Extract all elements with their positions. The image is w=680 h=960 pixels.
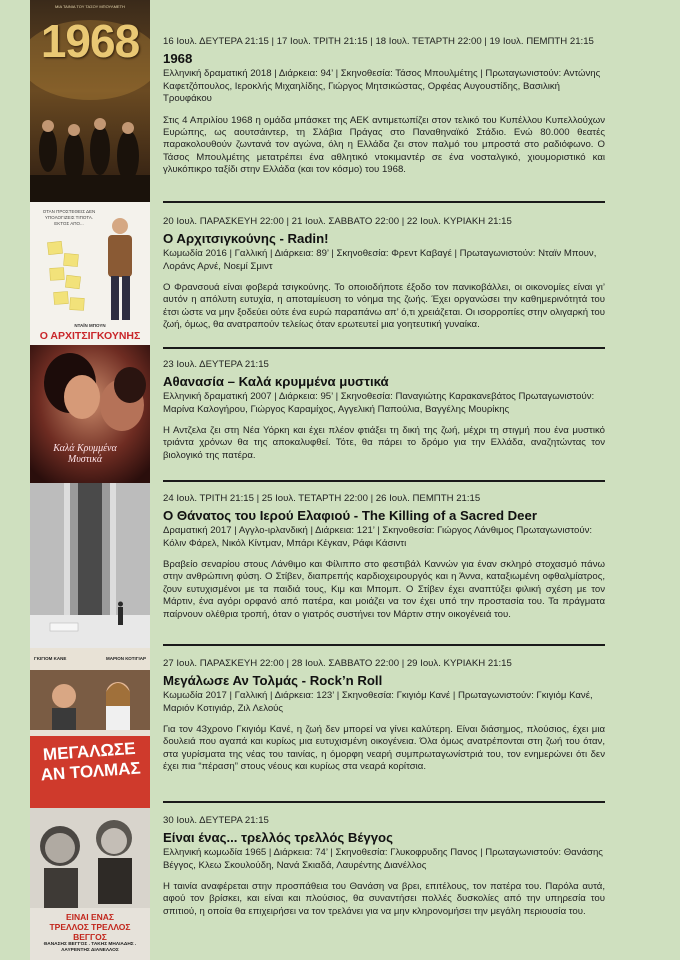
poster-veggos-title: ΕΙΝΑΙ ΕΝΑΣ ΤΡΕΛΛΟΣ ΤΡΕΛΛΟΣ ΒΕΓΓΟΣ xyxy=(49,912,131,942)
poster-radin-tagline: ΟΤΑΝ ΠΡΟΣΤΕΘΕΙΣ ΔΕΝ ΥΠΟΛΟΓΙΖΕΙΣ ΤΙΠΟΤΑ. ΕΚΤΟΣ ΑΠΟ... xyxy=(42,209,96,226)
movie-description: Η ταινία αναφέρεται στην προσπάθεια του Θανάση να βρει, επιτέλους, τον πατέρα του. Παρόλα αυτά, αφού τον βρίσκει, και είναι και πλούσιος, θα συναντήσει πολλές δυσκολίες από την υπηρεσία του σπιτιού, η οποία θα επιχειρήσει να τον τρελάνει για να μην κληρονομήσει την μεγάλη περιουσία του. xyxy=(163,881,605,917)
screening-dates: 23 Ιουλ. ΔΕΥΤΕΡΑ 21:15 xyxy=(163,359,269,370)
movie-title: 1968 xyxy=(163,51,193,66)
movie-meta: Ελληνική δραματική 2018 | Διάρκεια: 94’ | Σκηνοθεσία: Τάσος Μπουλμέτης | Πρωταγωνιστούν: Αντώνης Καφετζόπουλος, Ιεροκλής Μιχαηλίδης, Γιώργος Μητσικώστας, Ορφέας Αυγουστίδης, Βασιλική Τρουφάκου xyxy=(163,68,601,104)
poster-athanasia-title: Καλά Κρυμμένα Μυστικά xyxy=(53,443,117,465)
poster-1968 xyxy=(30,0,150,202)
poster-veggos xyxy=(30,808,150,960)
poster-rock-title: ΜΕΓΑΛΩΣΕ ΑΝ ΤΟΛΜΑΣ xyxy=(40,738,142,785)
poster-rock-n-roll xyxy=(30,648,150,808)
movie-entry-athanasia xyxy=(0,345,680,483)
movie-description: Η Αντζελα ζει στη Νέα Υόρκη και έχει πλέον φτιάξει τη δική της ζωή, μέχρι τη στιγμή που ένα μυστικό τριάντα χρόνων θα της αποκαλυφθεί. Τότε, θα πάρει το δρόμο για την Ελλάδα, αναζητώντας τον βιολογικό της πατέρα. xyxy=(163,425,605,461)
movie-meta: Κωμωδία 2017 | Γαλλική | Διάρκεια: 123’ | Σκηνοθεσία: Γκιγιόμ Κανέ | Πρωταγωνιστούν: Γκιγιόμ Κανέ, Μαριόν Κοτιγιάρ, Ζιλ Λελούς xyxy=(163,690,593,714)
poster-sacred-deer-art xyxy=(30,483,150,648)
screening-dates: 24 Ιουλ. ΤΡΙΤΗ 21:15 | 25 Ιουλ. ΤΕΤΑΡΤΗ 22:00 | 26 Ιουλ. ΠΕΜΠΤΗ 21:15 xyxy=(163,493,481,504)
movie-description: Βραβείο σεναρίου στους Λάνθιμο και Φίλιππο στο φεστιβάλ Καννών για έναν σκληρό στοχασμό πάνω στην ανθρώπινη φύση. Ο Στίβεν, διαπρεπής καρδιοχειρουργός και η Άννα, καταξιωμένη οφθαλμίατρος, ζουν ευτυχισμένοι με τα παιδιά τους, Κιμ και Μπομπ. Ο Στίβεν έχει αναπτύξει φιλική σχέση με τον Μάρτιν, ένα αγόρι ορφανό από πατέρα, και μοιάζει να τον έχει υπό την προστασία του. Τα πράγματα παίρνουν ολέθρια τροπή, όταν ο γιατρός συστήνει τον Μάρτιν στην οικογένειά του. xyxy=(163,559,605,620)
movie-meta: Δραματική 2017 | Αγγλο-ιρλανδική | Διάρκεια: 121’ | Σκηνοθεσία: Γιώργος Λάνθιμος Πρωταγωνιστούν: Κόλιν Φάρελ, Νικόλ Κίντμαν, Μπάρι Κέγκαν, Ράφι Κάσιντι xyxy=(163,525,593,549)
movie-entry-veggos xyxy=(0,808,680,960)
movie-entry-1968 xyxy=(0,0,680,202)
poster-sacred-deer xyxy=(30,483,150,648)
screening-dates: 27 Ιουλ. ΠΑΡΑΣΚΕΥΗ 22:00 | 28 Ιουλ. ΣΑΒΒΑΤΟ 22:00 | 29 Ιουλ. ΚΥΡΙΑΚΗ 21:15 xyxy=(163,658,512,669)
poster-veggos-credits: ΘΑΝΑΣΗΣ ΒΕΓΓΟΣ . ΤΑΚΗΣ ΜΗΛΙΑΔΗΣ . ΛΑΥΡΕΝΤΗΣ ΔΙΑΝΕΛΛΟΣ xyxy=(43,942,137,953)
poster-rock-left-name: ΓΚΙΓΙΟΜ ΚΑΝΕ xyxy=(34,656,67,661)
movie-title: Αθανασία – Καλά κρυμμένα μυστικά xyxy=(163,374,389,389)
poster-athanasia xyxy=(30,345,150,483)
movie-description: Ο Φρανσουά είναι φοβερά τσιγκούνης. Το οποιοδήποτε έξοδο τον πανικοβάλλει, οι οικονομίες είναι γι’ αυτόν η απόλυτη ευτυχία, η αποταμίευση το νόημα της ζωής. Έχει οργανώσει την καθημερινότητά του έτσι ώστε να μην ξοδεύει ούτε ένα ευρώ παραπάνω απ’ ό,τι χρειάζεται. Οι ισορροπίες στην ολιγαρκή του ζωή, όμως, θα ανατραπούν τελείως όταν ερωτευτεί μια γοητευτική γυναίκα. xyxy=(163,282,605,331)
movie-title: Είναι ένας... τρελλός τρελλός Βέγγος xyxy=(163,830,393,845)
poster-radin xyxy=(30,202,150,345)
poster-radin-actor: ΝΤΑΪΝ ΜΠΟΥΝ xyxy=(74,323,106,328)
screening-dates: 16 Ιουλ. ΔΕΥΤΕΡΑ 21:15 | 17 Ιουλ. ΤΡΙΤΗ 21:15 | 18 Ιουλ. ΤΕΤΑΡΤΗ 22:00 | 19 Ιουλ. ΠΕΜΠΤΗ 21:15 xyxy=(163,36,594,47)
movie-title: Ο Θάνατος του Ιερού Ελαφιού - The Killing of a Sacred Deer xyxy=(163,508,537,523)
divider xyxy=(163,480,605,482)
movie-entry-sacred-deer xyxy=(0,483,680,648)
screening-dates: 30 Ιουλ. ΔΕΥΤΕΡΑ 21:15 xyxy=(163,815,269,826)
movie-description: Για τον 43χρονο Γκιγιόμ Κανέ, η ζωή δεν μπορεί να γίνει καλύτερη. Είναι διάσημος, πλούσιος, έχει μια δουλειά που αγαπά και κυρίως μια ευτυχισμένη οικογένεια. Όλα όμως ανατρέπονται στη ζωή του όταν, στα γυρίσματα της νέας του ταινίας, η όμορφη νεαρή συμπρωταγωνίστριά του, τον ενημερώνει ότι δεν έχει πια “πέραση” στους νέους και κυρίως στα νεαρά κορίτσια. xyxy=(163,724,605,773)
poster-1968-small-caption: ΜΙΑ ΤΑΙΝΙΑ ΤΟΥ ΤΑΣΟΥ ΜΠΟΥΛΜΕΤΗ xyxy=(55,4,125,9)
movie-meta: Ελληνική δραματική 2007 | Διάρκεια: 95’ | Σκηνοθεσία: Παναγιώτης Καρακανεβάτος Πρωταγωνιστούν: Μαρίνα Καλογήρου, Γιώργος Καραμίχος, Αγγελική Παπούλια, Βαγγέλης Μουρίκης xyxy=(163,391,595,415)
divider xyxy=(163,644,605,646)
movie-entry-rock-n-roll xyxy=(0,648,680,808)
movie-meta: Ελληνική κωμωδία 1965 | Διάρκεια: 74’ | Σκηνοθεσία: Γλυκοφρυδης Πανος | Πρωταγωνιστούν: Θανάσης Βέγγος, Κλεω Σκουλούδη, Νανά Σκιαδά, Λαυρέντης Διανέλλος xyxy=(163,847,603,871)
poster-radin-title: Ο ΑΡΧΙΤΣΙΓΚΟΥΝΗΣ xyxy=(39,330,141,342)
movie-description: Στις 4 Απριλίου 1968 η ομάδα μπάσκετ της ΑΕΚ αντιμετωπίζει στον τελικό του Κυπέλλου Κυπελλούχων Ευρώπης, ως αουτσάιντερ, τη Σλάβια Πράγας στο Παναθηναϊκό Στάδιο. Ενώ 80.000 θεατές παρακολουθούν ζωντανά τον αγώνα, όλη η Ελλάδα ζει στον παλμό του μπροστά στο ραδιόφωνο. Ο Τάσος Μπουλμέτης μετατρέπει ένα αθλητικό ντοκιμαντέρ σε ένα νοσταλγικό, χιουμοριστικό και γλυκόπικρο ταξίδι στην Ελλάδα (και τον κόσμο) του 1968. xyxy=(163,114,605,176)
divider xyxy=(163,801,605,803)
movie-title: Ο Αρχιτσιγκούνης - Radin! xyxy=(163,231,329,246)
poster-1968-title: 1968 xyxy=(40,15,140,67)
movie-entry-radin xyxy=(0,202,680,345)
movie-title: Μεγάλωσε Αν Τολμάς - Rock’n Roll xyxy=(163,673,383,688)
screening-dates: 20 Ιουλ. ΠΑΡΑΣΚΕΥΗ 22:00 | 21 Ιουλ. ΣΑΒΒΑΤΟ 22:00 | 22 Ιουλ. ΚΥΡΙΑΚΗ 21:15 xyxy=(163,216,512,227)
poster-rock-right-name: ΜΑΡΙΟΝ ΚΟΤΙΓΙΑΡ xyxy=(106,656,146,661)
movie-meta: Κωμωδία 2016 | Γαλλική | Διάρκεια: 89’ | Σκηνοθεσία: Φρεντ Καβαγέ | Πρωταγωνιστούν: Νταϊν Μπουν, Λοράνς Αρνέ, Νοεμί Σμιντ xyxy=(163,248,597,272)
